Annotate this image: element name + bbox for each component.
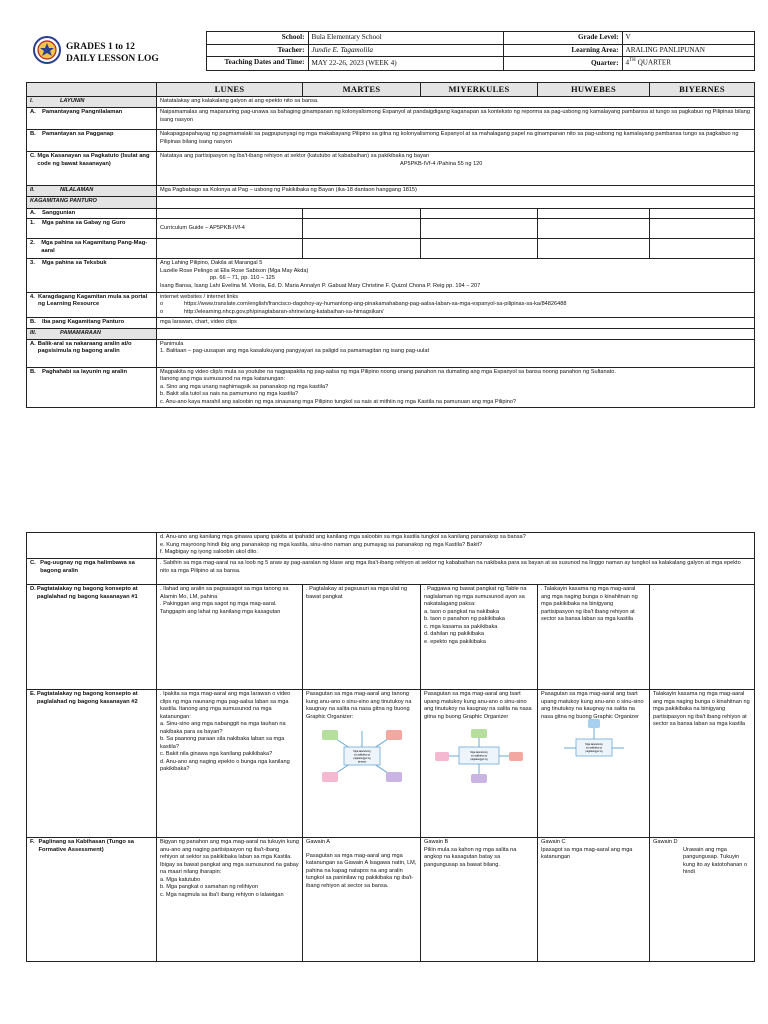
teksbuk-text [157,259,755,292]
row-pamamaraan [27,329,755,340]
pagtatalakay-1-miyerkules [421,585,538,690]
paglinang-huwebes [538,838,650,962]
row-paghahabi [27,367,755,408]
gabay-huwebes [538,219,650,239]
pagtatalakay-1-biyernes [650,585,755,690]
grade-level-label: Grade Level: [503,32,622,45]
paghahabi-line: Magpakita ng video clip/s mula sa youtube na nagpapakita ng pag-aalsa ng mga Pilipino noong unang panahon na dumating ang mga Espanyol sa bansa noong panahon ng Sultanato. [160,368,616,375]
cell-line: a. taon o pangkat na nakibaka [424,608,499,615]
row-gabay-ng-guro [27,219,755,239]
cell-line: Pasagutan sa mga mag-aaral ang mga katanungan sa Gawain A Isagawa natin, LM, pahina na kapag natapos na ang aralin tungkol sa paninilaw ng pakikibaka ng iba't-ibang rehiyon at sector sa bansa. [306,852,417,889]
teacher-label: Teacher: [206,44,308,57]
quarter-suffix: TH [629,58,636,64]
cell-line: Pasagutan sa mga mag-aaral ang tsart upang matukoy kung anu-ano o sinu-sino ang tinutukoy na kaugnay na salita na nasa gitna ng buong Graphic Organizer [424,691,532,720]
pagtatalakay-2-label: E. Pagtatalakay ng bagong konsepto at paglalahad ng bagong kasanayan #2 [27,690,157,838]
paghahabi-continued-label [27,533,157,559]
quarter-text: QUARTER [635,58,672,67]
cell-line: Gawain C [541,839,566,845]
teaching-dates-value: MAY 22-26, 2023 (WEEK 4) [308,57,503,70]
paglinang-biyernes [650,838,755,962]
cell-line: Piliin mula sa kahon ng mga salita na angkop na kasagutan batay sa pangungusap sa bawat bilang. [424,846,517,868]
pag-uugnay-text: . Sabihin sa mga mag-aaral na sa loob ng 5 araw ay pag-aaralan ng klase ang mga iba't-ibang rehiyon at sektor ng kababaihan na nakibaka para sa bayan at sa susunod na linggo naman ay tungkol sa kalakalang galyon at mga epekto nito sa mga Pilipino at sa bansa. [157,559,755,585]
go-center-text: sa nakibaka sa [353,753,370,757]
day-miyerkules: MIYERKULES [421,83,538,97]
gabay-martes [303,219,421,239]
karagdagang-kagamitan-label: 4. Karagdagang Kagamitan mula sa portal ng Learning Resource [27,292,157,318]
cell-line: . Paggawa ng bawat pangkat ng Table na naglalaman ng mga sumusunod ayon sa nakatalagang paksa: [424,586,527,608]
pagtatalakay-2-biyernes [650,690,755,838]
iba-pang-kagamitan-text: mga larawan, chart, video clips [157,318,755,329]
row-pagtatalakay-2 [27,690,755,838]
cell-line: . Ipakita sa mga mag-aaral ang mga larawan o video clips ng mga naunang mga pag-aalsa laban sa mga kastila. Itanong ang mga sumusunod na mga katanungan: [160,691,291,720]
gabay-miyerkules [421,219,538,239]
pamantayan-sa-pagganap-text: Nakapagpapahayag ng pagmamalaki sa pagpupunyagi ng mga makabayang Pilipino sa gitna ng kolonyalismong Espanyol at sa mahalagang papel na ginampanan nito sa pag-usbong ng kamalayang pambansa tungo sa pagkabuo ng Pilipinas bilang isang nasyon [157,130,755,152]
pagtatalakay-2-martes [303,690,421,838]
learning-area-value: ARALING PANLIPUNAN [622,44,754,57]
day-huwebes: HUWEBES [538,83,650,97]
go-center-text: sa nakibaka sa [585,746,602,750]
cell-line: a. Sinu-sino ang mga nabanggit na mga tauhan na nakibaka para sa bayan? [160,721,286,735]
lesson-log-table-continued [26,532,755,962]
cell-line: b. Sa paanong paraan sila nakibaka laban sa mga kastila? [160,736,285,750]
quarter-value [622,57,754,70]
lesson-log-table [26,82,755,408]
cell-line: . [653,586,655,592]
sanggunian-huwebes [538,208,650,219]
pamantayan-sa-pagganap-label: B. Pamantayan sa Pagganap [27,130,157,152]
cell-line: Ipasagot sa mga mag-aaral ang mga katanungan [541,846,633,861]
cell-line: . Ilahad ang aralin sa pagsasagot sa mga tanong sa Alamin Mo, LM, pahina [160,586,289,600]
balik-aral-text [157,339,755,367]
row-balik-aral [27,339,755,367]
logo-title-line1: GRADES 1 to 12 [66,42,135,52]
row-pagtatalakay-1 [27,585,755,690]
graphic-organizer-spider [431,727,527,785]
gabay-ng-guro-text: Curriculum Guide – AP5PKB-IVf-4 [157,219,303,239]
cell-line: . Talakayin kasama ng mga mag-aaral ang mga naging bunga o kinahitnan ng mga pakikibaka na binigyang partisipasyon ng iba't ibang rehiyon at sector sa bansa laban sa mga kastila [541,586,638,623]
mga-kasanayan-label: C. Mga Kasanayan sa Pagkatuto (Isulat ang code ng bawat kasanayan) [27,152,157,186]
cell-line: Bigyan ng panahon ang mga mag-aaral na tukuyin kung anu-ano ang naging partisipasyon ng iba't-ibang rehiyon at sektor sa pakikibaka laban sa mga Kastila. Ibigay sa bawat pangkat ang mga sumusunod na gabay na maari nilang iharapin: [160,839,300,876]
graphic-organizer-spider [546,719,642,777]
pamantayang-pangnilalaman-text: Naipamamalas ang mapanuring pag-unawa sa bahaging ginampanan ng kolonyalismong Espanyol at pandaigdigang kaganapan sa konteksto ng reporma sa pag-usbong ng kamalayang pambansa at tungo sa pagkabuo ng Pilipinas bilang isang nasyon [157,108,755,130]
balik-aral-label: A. Balik-aral sa nakaraang aralin at/o pagsisimula ng bagong aralin [27,339,157,367]
cell-line: Pasagutan sa mga mag-aaral ang tsart upang matukoy kung anu-ano o sinu-sino ang tinutukoy na kaugnay na salita na nasa gitna ng buong Graphic Organizer [541,691,644,720]
kpm-lunes [157,239,303,259]
paghahabi-text [157,367,755,408]
teaching-dates-label: Teaching Dates and Time: [206,57,308,70]
header-table [26,31,755,71]
sanggunian-martes [303,208,421,219]
kpm-huwebes [538,239,650,259]
days-header-blank [27,83,157,97]
go-center-text: sa nakibaka sa [471,754,487,758]
go-center-text: pagtatanggol ng [470,758,488,762]
mga-kasanayan-objective: Natataya ang partisipasyon ng iba't-ibang rehiyon at sektor (katutubo at kababaihan) sa pakikibaka ng bayan [160,153,430,160]
go-center-text: pagtatanggol ng [352,757,371,761]
cell-line: d. dahilan ng pakikibaka [424,631,485,638]
paglinang-label: F. Paglinang sa Kabihasan (Tungo sa Formative Assessment) [27,838,157,962]
paghahabi-line: c. Anu-ano kaya marahil ang saloobin ng mga sinaunang mga Pilipino tungkol sa nais at mithiin ng mga Kastila na pamunuan ang mga Pilipino? [160,398,517,405]
sanggunian-lunes [157,208,303,219]
pagtatalakay-1-huwebes [538,585,650,690]
row-paglinang [27,838,755,962]
cell-line: Pasagutan sa mga mag-aaral ang tanong kung anu-ano o sinu-sino ang tinutukoy na kaugnay na salita na nasa gitna ng buong Graphic Organizer: [306,691,412,720]
cell-line: c. mga kasama sa pakikibaka [424,623,498,630]
row-sanggunian [27,208,755,219]
cell-line: b. Mga pangkat o samahan ng relihiyon [160,884,258,891]
go-center-text: pagtatanggol ng [584,750,603,754]
teksbuk-label: 3. Mga pahina sa Teksbuk [27,259,157,292]
kpm-biyernes [650,239,755,259]
nilalaman-text: Mga Pagbabago sa Kolonya at Pag – usbong ng Pakikibaka ng Bayan (ika-18 dantaon hanggang 1815) [157,186,755,197]
pagtatalakay-1-lunes [157,585,303,690]
quarter-label: Quarter: [503,57,622,70]
cell-line: Talakayin kasama ng mga mag-aaral ang mga naging bunga o kinahitnan ng mga pakikibaka na binigyang partisipasyon ng iba't ibang rehiyon at sector sa bansa laban sa mga kastila [653,691,750,728]
cell-line: . Pagtalakay at pagsusuri sa mga ulat ng bawat pangkat [306,586,408,600]
teksbuk-line: Ang Lahing Pilipino, Dakila at Marangal 5 [160,260,263,267]
row-iba-pang-kagamitan [27,318,755,329]
paghahabi-line: a. Sino ang mga unang naghimagsik sa pananakop ng mga kastila? [160,383,329,390]
paghahabi-line: d. Anu-ano ang kanilang mga ginawa upang ipakita at ipahatid ang kanilang mga saloobin sa mga kastila tungkol sa kanilang pananakop sa bansa? [160,534,526,540]
graphic-organizer-spider [314,727,410,785]
pamamaraan-label: III. PAMAMARAAN [27,329,157,340]
cell-line: c. Mga nagmula sa iba't ibang rehiyon o lalawigan [160,891,284,898]
kpm-miyerkules [421,239,538,259]
go-center-text: pinasan [357,760,366,764]
teksbuk-line: pp. 66 – 71, pp. 110 – 125 [210,275,275,282]
cell-line: a. Mga katutubo [160,876,201,883]
layunin-text: Natatalakay ang kalakalang galyon at ang epekto nito sa bansa. [157,97,755,108]
balik-aral-line: Panimula [160,340,184,347]
teksbuk-line: Isang Bansa, Isang Lahi Evelina M. Viloria, Ed. D. Maria Annalyn P. Gabuat Mary Christine F. Quizol Chona P. Reig pp. 194 – 207 [160,283,481,290]
pag-uugnay-label: C. Pag-uugnay ng mga halimbawa sa bagong aralin [27,559,157,585]
row-paghahabi-continued [27,533,755,559]
karagdagang-line: internet websites / internet links [160,293,239,300]
pagtatalakay-1-label: D. Pagtatalakay ng bagong konsepto at paglalahad ng bagong kasanayan #1 [27,585,157,690]
sanggunian-biyernes [650,208,755,219]
row-kagamitang-pang-mag-aaral [27,239,755,259]
days-header-row [27,83,755,97]
learning-area-label: Learning Area: [503,44,622,57]
nilalaman-label: II. NILALAMAN [27,186,157,197]
cell-line: Gawain A [306,839,330,845]
mga-kasanayan-text [157,152,755,186]
day-martes: MARTES [303,83,421,97]
sanggunian-label: A. Sanggunian [27,208,157,219]
iba-pang-kagamitan-label: B. Iba pang Kagamitang Panturo [27,318,157,329]
cell-line: . Pakinggan ang mga sagot ng mga mag-aaral. Tanggapin ang lahat ng kanilang mga kasagutan [160,601,281,615]
paghahabi-line: e. Kung mayroong hindi ibig ang pananakop ng mga kastila, sinu-sino naman ang pumayag sa pananakop ng mga Kastila? Bakit? [160,541,483,548]
sanggunian-miyerkules [421,208,538,219]
row-karagdagang-kagamitan [27,292,755,318]
paghahabi-label: B. Paghahabi sa layunin ng aralin [27,367,157,408]
row-nilalaman [27,186,755,197]
row-pamantayan-sa-pagganap [27,130,755,152]
paglinang-martes [303,838,421,962]
pagtatalakay-2-lunes [157,690,303,838]
pagtatalakay-2-huwebes [538,690,650,838]
cell-line: c. Bakit nila ginawa nga kanilang pakikibaka? [160,751,273,758]
quarter-number: 4 [625,58,630,67]
pagtatalakay-1-martes [303,585,421,690]
kagamitang-panturo-blank [157,196,755,208]
gabay-biyernes [650,219,755,239]
cell-line: b. taon o panahon ng pakikibaka [424,616,505,623]
layunin-label: I. LAYUNIN [27,97,157,108]
kagamitang-pang-mag-aaral-label: 2. Mga pahina sa Kagamitang Pang-Mag-aaral [27,239,157,259]
cell-line: d. Anu-ano ang naging epekto o bunga nga kanilang pakikibaka? [160,758,290,773]
paglinang-lunes [157,838,303,962]
paghahabi-line: f. Magbigay ng iyong saloobin ukol dito. [160,549,258,556]
logo-title-line2: DAILY LESSON LOG [66,54,159,65]
paghahabi-line: b. Bakit sila tutol sa nais na pamumuno ng mga kastila? [160,391,299,398]
mga-kasanayan-code: AP5PKB-IVf-4 /Pahina 55 ng 120 [400,160,483,167]
balik-aral-line: 1. Balitaan – pag-uusapan ang mga kasalukuyang pangyayari sa paligid sa pamamagitan ng isang pag-uulat [160,348,429,355]
karagdagang-link[interactable]: o http://elearning.nhcp.gov.ph/pinagtabaran-shrine/ang-katabaihan-sa-himagsikan/ [160,308,384,315]
go-center-text: Mga katutubong [352,750,371,754]
go-center-text: Mga katutubong [470,751,488,755]
row-teksbuk [27,259,755,292]
paghahabi-continued-text [157,533,755,559]
cell-line: Gawain D [653,839,678,845]
kpm-martes [303,239,421,259]
paghahabi-line: Itanong ang mga sumusunod na mga katanungan: [160,376,286,383]
row-kagamitang-panturo [27,196,755,208]
cell-line: e. epekto nga pakikibaka [424,638,486,645]
row-mga-kasanayan [27,152,755,186]
teacher-value: Jundie E. Tagamolila [308,44,503,57]
go-center-text: Mga katutubong [584,743,603,747]
grade-level-value: V [622,32,754,45]
cell-line: Urawain ang mga pangungusap. Tukuyin kung ito ay katotohanan o hindi [683,846,748,876]
gabay-ng-guro-label: 1. Mga pahina sa Gabay ng Guro [27,219,157,239]
row-layunin [27,97,755,108]
karagdagang-link[interactable]: o https://www.translate.com/english/francisco-dagohoy-ay-humantong-ang-pinakamahabang-pag-aalsa-laban-sa-mga-espanyol-sa-pilipinas-sa-ka/84826488 [160,301,567,308]
school-label: School: [206,32,308,45]
pamantayang-pangnilalaman-label: A. Pamantayang Pangnilalaman [27,108,157,130]
paglinang-miyerkules [421,838,538,962]
day-biyernes: BIYERNES [650,83,755,97]
pagtatalakay-2-miyerkules [421,690,538,838]
pamamaraan-blank [157,329,755,340]
karagdagang-kagamitan-text [157,292,755,318]
kagamitang-panturo-label: KAGAMITANG PANTURO [27,196,157,208]
day-lunes: LUNES [157,83,303,97]
teksbuk-line: Lazelle Rose Pelingo at Ella Rose Sabison (Mga May Akda) [160,267,309,274]
row-pamantayang-pangnilalaman [27,108,755,130]
school-value: Bula Elementary School [308,32,503,45]
cell-line: Gawain B [424,839,449,845]
row-pag-uugnay [27,559,755,585]
